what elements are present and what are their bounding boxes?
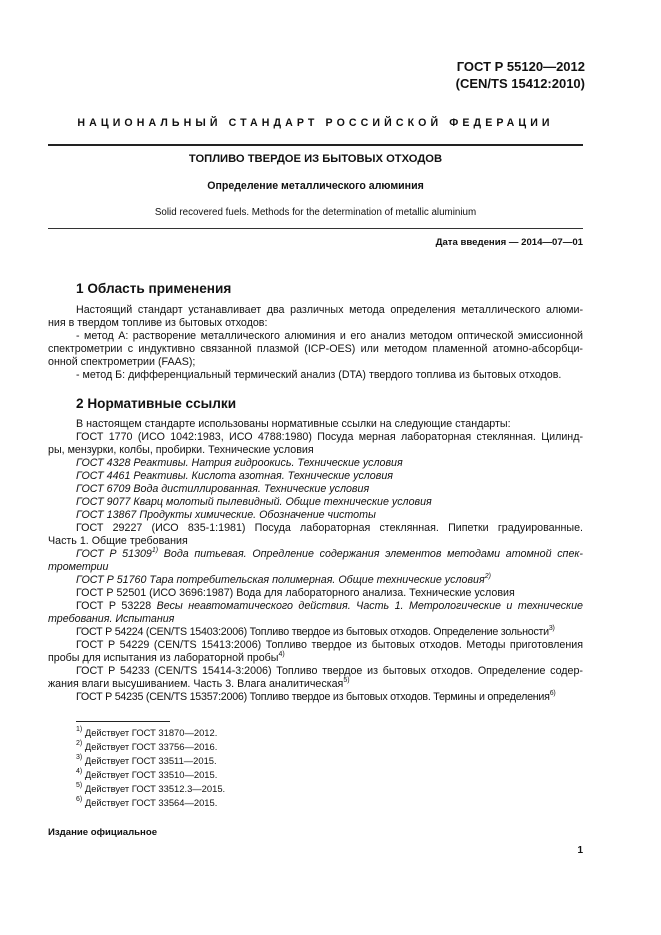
reference-line: ГОСТ Р 54229 (CEN/TS 15413:2006) Топливо твердое из бытовых отходов. Методы приготовления (76, 639, 583, 651)
reference-line: требования. Испытания (48, 613, 175, 625)
reference-line (76, 691, 583, 705)
standard-code: ГОСТ Р 55120—2012 (456, 59, 585, 74)
title-rule (48, 228, 583, 229)
reference-line: ГОСТ 29227 (ИСО 835-1:1981) Посуда лабораторная стеклянная. Пипетки градуированные. (76, 522, 583, 534)
section-1-heading: 1 Область применения (76, 281, 232, 296)
reference-line (76, 548, 583, 562)
introduction-date: Дата введения — 2014—07—01 (435, 237, 583, 248)
paragraph-line: спектрометрии с индуктивно связанной плазмой (ICP-OES) или методом пламенной атомно-абсорбци- (48, 343, 583, 355)
reference-line: ГОСТ 6709 Вода дистиллированная. Технические условия (76, 483, 370, 495)
footnote-ref: 1) (151, 547, 159, 554)
standard-designation (456, 58, 585, 92)
paragraph-line: онной спектрометрии (FAAS); (48, 356, 196, 368)
reference-text: ГОСТ Р 54235 (CEN/TS 15357:2006) Топливо твердое из бытовых отходов. Термины и определения (76, 691, 550, 703)
reference-line: ГОСТ 1770 (ИСО 1042:1983, ИСО 4788:1980) Посуда мерная лабораторная стеклянная. Цилинд- (76, 431, 583, 443)
footnote-separator (76, 721, 170, 722)
footnote: $^{2)}$ Действует ГОСТ 33756—2016. (76, 740, 218, 752)
reference-text: пробы для испытания из лабораторной пробы (48, 652, 279, 664)
reference-line (48, 678, 583, 692)
reference-line: ГОСТ 9077 Кварц молотый пылевидный. Общие технические условия (76, 496, 432, 508)
edition-note: Издание официальное (48, 827, 158, 838)
reference-text: жания влаги высушиванием. Часть 3. Влага аналитическая (48, 678, 344, 690)
footnote: $^{1)}$ Действует ГОСТ 31870—2012. (76, 726, 218, 738)
document-title-en: Solid recovered fuels. Methods for the determination of metallic aluminium (154, 207, 477, 218)
paragraph-line: ния в твердом топливе из бытовых отходов: (48, 317, 268, 329)
reference-line (48, 652, 583, 666)
reference-line: Часть 1. Общие требования (48, 535, 188, 547)
document-title: ТОПЛИВО ТВЕРДОЕ ИЗ БЫТОВЫХ ОТХОДОВ (188, 153, 443, 165)
reference-line (76, 574, 583, 588)
standard-code-en: (CEN/TS 15412:2010) (455, 76, 585, 91)
footnote: $^{5)}$ Действует ГОСТ 33512.3—2015. (76, 782, 226, 794)
footnote: $^{3)}$ Действует ГОСТ 33511—2015. (76, 754, 217, 766)
footnote-ref: 5) (343, 677, 350, 684)
paragraph-line: Настоящий стандарт устанавливает два различных метода определения металлического алюми- (76, 304, 583, 316)
header-rule (48, 144, 583, 146)
reference-line: В настоящем стандарте использованы нормативные ссылки на следующие стандарты: (76, 418, 511, 430)
reference-line: ГОСТ Р 52501 (ИСО 3696:1987) Вода для лабораторного анализа. Технические условия (76, 587, 515, 599)
footnote-ref: 3) (548, 625, 555, 632)
paragraph-line: - метод Б: дифференциальный термический анализ (DTA) твердого топлива из бытовых отходов. (76, 369, 562, 381)
reference-line (76, 600, 583, 614)
reference-line: ГОСТ 4461 Реактивы. Кислота азотная. Технические условия (76, 470, 393, 482)
reference-line: ГОСТ 4328 Реактивы. Натрия гидроокись. Технические условия (76, 457, 403, 469)
paragraph-line: - метод А: растворение металлического алюминия и его анализ методом оптической эмиссионной (76, 330, 583, 342)
reference-line: ГОСТ Р 54233 (CEN/TS 15414-3:2006) Топливо твердое из бытовых отходов. Определение содер- (76, 665, 583, 677)
section-2-heading: 2 Нормативные ссылки (76, 396, 237, 411)
reference-line: ГОСТ 13867 Продукты химические. Обозначение чистоты (76, 509, 376, 521)
national-standard-banner: НАЦИОНАЛЬНЫЙ СТАНДАРТ РОССИЙСКОЙ ФЕДЕРАЦИИ (77, 117, 554, 129)
reference-text: ГОСТ Р 51760 Тара потребительская полимерная. Общие технические условия (76, 574, 485, 586)
reference-line: трометрии (48, 561, 109, 573)
reference-code: ГОСТ Р 53228 (76, 600, 157, 612)
reference-text: Вода питьевая. Опредление содержания элементов методами атомной спек- (158, 548, 583, 560)
reference-text: ГОСТ Р 54224 (CEN/TS 15403:2006) Топливо твердое из бытовых отходов. Определение зольности (76, 626, 549, 638)
footnote-ref: 6) (549, 690, 556, 697)
page-number: 1 (577, 845, 583, 856)
footnote-ref: 2) (484, 573, 491, 580)
document-subtitle: Определение металлического алюминия (207, 180, 424, 192)
reference-line: ры, мензурки, колбы, пробирки. Технические условия (48, 444, 314, 456)
reference-text: Весы неавтоматического действия. Часть 1. Метрологические и технические (156, 600, 583, 612)
reference-line (76, 626, 583, 640)
footnote: $^{6)}$ Действует ГОСТ 33564—2015. (76, 796, 218, 808)
footnote: $^{4)}$ Действует ГОСТ 33510—2015. (76, 768, 218, 780)
reference-code: ГОСТ Р 51309 (76, 548, 152, 560)
footnote-ref: 4) (278, 651, 285, 658)
